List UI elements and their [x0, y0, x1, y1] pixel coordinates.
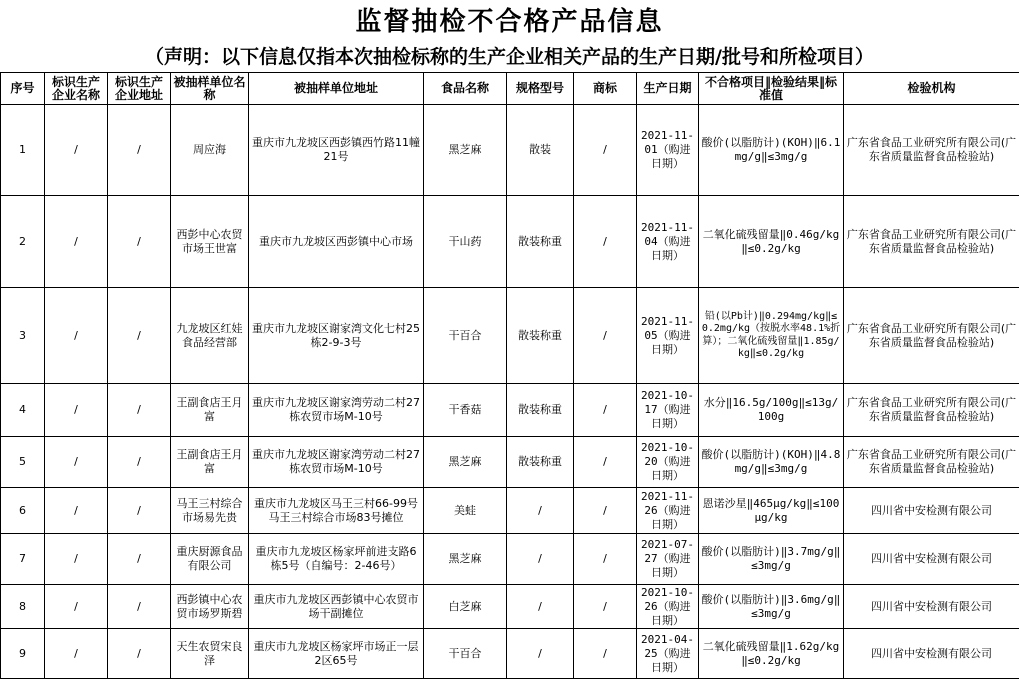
cell-food-name[interactable]: 白芝麻: [424, 585, 507, 629]
cell-spec[interactable]: 散装称重: [507, 196, 574, 288]
cell-spec[interactable]: 散装称重: [507, 437, 574, 488]
cell-mfr-name[interactable]: /: [45, 585, 108, 629]
cell-failed-items[interactable]: 酸价(以脂肪计)(KOH)‖4.8mg/g‖≤3mg/g: [699, 437, 844, 488]
table-row: [1, 288, 1019, 384]
cell-sampled-addr[interactable]: 重庆市九龙坡区杨家坪前进支路6栋5号（自编号：2-46号）: [249, 534, 424, 585]
cell-sampled-addr[interactable]: 重庆市九龙坡区西彭镇中心农贸市场干副摊位: [249, 585, 424, 629]
cell-brand[interactable]: /: [574, 105, 637, 196]
cell-mfr-name[interactable]: /: [45, 534, 108, 585]
cell-food-name[interactable]: 干香菇: [424, 384, 507, 437]
cell-brand[interactable]: /: [574, 196, 637, 288]
cell-prod-date[interactable]: 2021-07-27（购进日期）: [637, 534, 699, 585]
cell-failed-items[interactable]: 铅(以Pb计)‖0.294mg/kg‖≤0.2mg/kg（按脱水率48.1%折算）；二氧化硫残留量‖1.85g/kg‖≤0.2g/kg: [699, 288, 844, 384]
cell-food-name[interactable]: 黑芝麻: [424, 437, 507, 488]
cell-agency[interactable]: 四川省中安检测有限公司: [844, 534, 1019, 585]
cell-failed-items[interactable]: 酸价(以脂肪计)‖3.7mg/g‖≤3mg/g: [699, 534, 844, 585]
cell-seq[interactable]: 6: [1, 488, 45, 534]
cell-mfr-name[interactable]: /: [45, 437, 108, 488]
cell-mfr-addr[interactable]: /: [108, 488, 171, 534]
table-row: [1, 105, 1019, 196]
header-row: [1, 73, 1019, 105]
cell-agency[interactable]: 广东省食品工业研究所有限公司(广东省质量监督食品检验站): [844, 437, 1019, 488]
header-prod-date[interactable]: 生产日期: [637, 73, 699, 105]
cell-spec[interactable]: 散装称重: [507, 288, 574, 384]
cell-mfr-name[interactable]: /: [45, 629, 108, 679]
cell-prod-date[interactable]: 2021-11-05（购进日期）: [637, 288, 699, 384]
cell-mfr-addr[interactable]: /: [108, 384, 171, 437]
cell-failed-items[interactable]: 水分‖16.5g/100g‖≤13g/100g: [699, 384, 844, 437]
table-row: [1, 384, 1019, 437]
cell-mfr-name[interactable]: /: [45, 288, 108, 384]
cell-agency[interactable]: 广东省食品工业研究所有限公司(广东省质量监督食品检验站): [844, 288, 1019, 384]
cell-food-name[interactable]: 黑芝麻: [424, 105, 507, 196]
table-row: [1, 488, 1019, 534]
cell-brand[interactable]: /: [574, 585, 637, 629]
cell-brand[interactable]: /: [574, 629, 637, 679]
cell-agency[interactable]: 广东省食品工业研究所有限公司(广东省质量监督食品检验站): [844, 105, 1019, 196]
table-row: [1, 585, 1019, 629]
table-row: [1, 437, 1019, 488]
header-sampled-addr[interactable]: 被抽样单位地址: [249, 73, 424, 105]
header-mfr-addr[interactable]: 标识生产企业地址: [108, 73, 171, 105]
cell-mfr-addr[interactable]: /: [108, 437, 171, 488]
cell-mfr-addr[interactable]: /: [108, 534, 171, 585]
cell-sampled-unit[interactable]: 周应海: [171, 105, 249, 196]
cell-sampled-unit[interactable]: 九龙坡区红娃食品经营部: [171, 288, 249, 384]
cell-sampled-addr[interactable]: 重庆市九龙坡区谢家湾文化七村25栋2-9-3号: [249, 288, 424, 384]
cell-brand[interactable]: /: [574, 437, 637, 488]
cell-prod-date[interactable]: 2021-10-17（购进日期）: [637, 384, 699, 437]
cell-brand[interactable]: /: [574, 288, 637, 384]
cell-seq[interactable]: 8: [1, 585, 45, 629]
cell-mfr-addr[interactable]: /: [108, 196, 171, 288]
cell-failed-items[interactable]: 恩诺沙星‖465μg/kg‖≤100μg/kg: [699, 488, 844, 534]
cell-sampled-unit[interactable]: 天生农贸宋良泽: [171, 629, 249, 679]
cell-sampled-addr[interactable]: 重庆市九龙坡区杨家坪市场正一层2区65号: [249, 629, 424, 679]
cell-mfr-name[interactable]: /: [45, 384, 108, 437]
cell-prod-date[interactable]: 2021-11-04（购进日期）: [637, 196, 699, 288]
cell-agency[interactable]: 广东省食品工业研究所有限公司(广东省质量监督食品检验站): [844, 384, 1019, 437]
page-subtitle: （声明：以下信息仅指本次抽检标称的生产企业相关产品的生产日期/批号和所检项目）: [0, 38, 1019, 73]
cell-sampled-addr[interactable]: 重庆市九龙坡区谢家湾劳动二村27栋农贸市场M-10号: [249, 384, 424, 437]
cell-food-name[interactable]: 美蛙: [424, 488, 507, 534]
cell-sampled-addr[interactable]: 重庆市九龙坡区马王三村66-99号马王三村综合市场83号摊位: [249, 488, 424, 534]
cell-food-name[interactable]: 黑芝麻: [424, 534, 507, 585]
cell-seq[interactable]: 5: [1, 437, 45, 488]
cell-prod-date[interactable]: 2021-10-20（购进日期）: [637, 437, 699, 488]
cell-spec[interactable]: /: [507, 488, 574, 534]
cell-mfr-addr[interactable]: /: [108, 288, 171, 384]
cell-seq[interactable]: 4: [1, 384, 45, 437]
cell-seq[interactable]: 9: [1, 629, 45, 679]
cell-mfr-name[interactable]: /: [45, 105, 108, 196]
cell-mfr-addr[interactable]: /: [108, 629, 171, 679]
cell-spec[interactable]: /: [507, 534, 574, 585]
cell-seq[interactable]: 2: [1, 196, 45, 288]
cell-brand[interactable]: /: [574, 488, 637, 534]
header-sampled-unit[interactable]: 被抽样单位名称: [171, 73, 249, 105]
table-row: [1, 534, 1019, 585]
cell-brand[interactable]: /: [574, 534, 637, 585]
cell-brand[interactable]: /: [574, 384, 637, 437]
cell-spec[interactable]: 散装称重: [507, 384, 574, 437]
cell-agency[interactable]: 广东省食品工业研究所有限公司(广东省质量监督食品检验站): [844, 196, 1019, 288]
header-mfr-name[interactable]: 标识生产企业名称: [45, 73, 108, 105]
header-food-name[interactable]: 食品名称: [424, 73, 507, 105]
cell-seq[interactable]: 7: [1, 534, 45, 585]
cell-spec[interactable]: /: [507, 585, 574, 629]
cell-mfr-name[interactable]: /: [45, 196, 108, 288]
cell-sampled-addr[interactable]: 重庆市九龙坡区西彭镇中心市场: [249, 196, 424, 288]
header-seq[interactable]: 序号: [1, 73, 45, 105]
cell-failed-items[interactable]: 酸价(以脂肪计)‖3.6mg/g‖≤3mg/g: [699, 585, 844, 629]
cell-spec[interactable]: /: [507, 629, 574, 679]
cell-mfr-name[interactable]: /: [45, 488, 108, 534]
cell-failed-items[interactable]: 二氧化硫残留量‖0.46g/kg‖≤0.2g/kg: [699, 196, 844, 288]
table-row: [1, 196, 1019, 288]
cell-mfr-addr[interactable]: /: [108, 105, 171, 196]
header-agency[interactable]: 检验机构: [844, 73, 1019, 105]
results-table: [0, 72, 1019, 679]
cell-failed-items[interactable]: 二氧化硫残留量‖1.62g/kg‖≤0.2g/kg: [699, 629, 844, 679]
cell-sampled-unit[interactable]: 西彭镇中心农贸市场罗斯碧: [171, 585, 249, 629]
header-spec[interactable]: 规格型号: [507, 73, 574, 105]
page-title: 监督抽检不合格产品信息: [355, 6, 664, 37]
cell-failed-items[interactable]: 酸价(以脂肪计)(KOH)‖6.1mg/g‖≤3mg/g: [699, 105, 844, 196]
cell-agency[interactable]: 四川省中安检测有限公司: [844, 585, 1019, 629]
header-failed-items[interactable]: 不合格项目‖检验结果‖标准值: [699, 73, 844, 105]
cell-food-name[interactable]: 干百合: [424, 629, 507, 679]
header-brand[interactable]: 商标: [574, 73, 637, 105]
cell-sampled-addr[interactable]: 重庆市九龙坡区谢家湾劳动二村27栋农贸市场M-10号: [249, 437, 424, 488]
cell-sampled-unit[interactable]: 王副食店王月富: [171, 384, 249, 437]
cell-mfr-addr[interactable]: /: [108, 585, 171, 629]
cell-sampled-unit[interactable]: 重庆厨源食品有限公司: [171, 534, 249, 585]
cell-seq[interactable]: 1: [1, 105, 45, 196]
cell-seq[interactable]: 3: [1, 288, 45, 384]
cell-agency[interactable]: 四川省中安检测有限公司: [844, 488, 1019, 534]
cell-agency[interactable]: 四川省中安检测有限公司: [844, 629, 1019, 679]
cell-prod-date[interactable]: 2021-11-26（购进日期）: [637, 488, 699, 534]
cell-food-name[interactable]: 干山药: [424, 196, 507, 288]
table-row: [1, 629, 1019, 679]
cell-food-name[interactable]: 干百合: [424, 288, 507, 384]
cell-sampled-addr[interactable]: 重庆市九龙坡区西彭镇西竹路11幢21号: [249, 105, 424, 196]
cell-sampled-unit[interactable]: 西彭中心农贸市场王世富: [171, 196, 249, 288]
cell-sampled-unit[interactable]: 王副食店王月富: [171, 437, 249, 488]
cell-spec[interactable]: 散装: [507, 105, 574, 196]
cell-prod-date[interactable]: 2021-10-26（购进日期）: [637, 585, 699, 629]
cell-prod-date[interactable]: 2021-11-01（购进日期）: [637, 105, 699, 196]
cell-sampled-unit[interactable]: 马王三村综合市场易先贵: [171, 488, 249, 534]
cell-prod-date[interactable]: 2021-04-25（购进日期）: [637, 629, 699, 679]
